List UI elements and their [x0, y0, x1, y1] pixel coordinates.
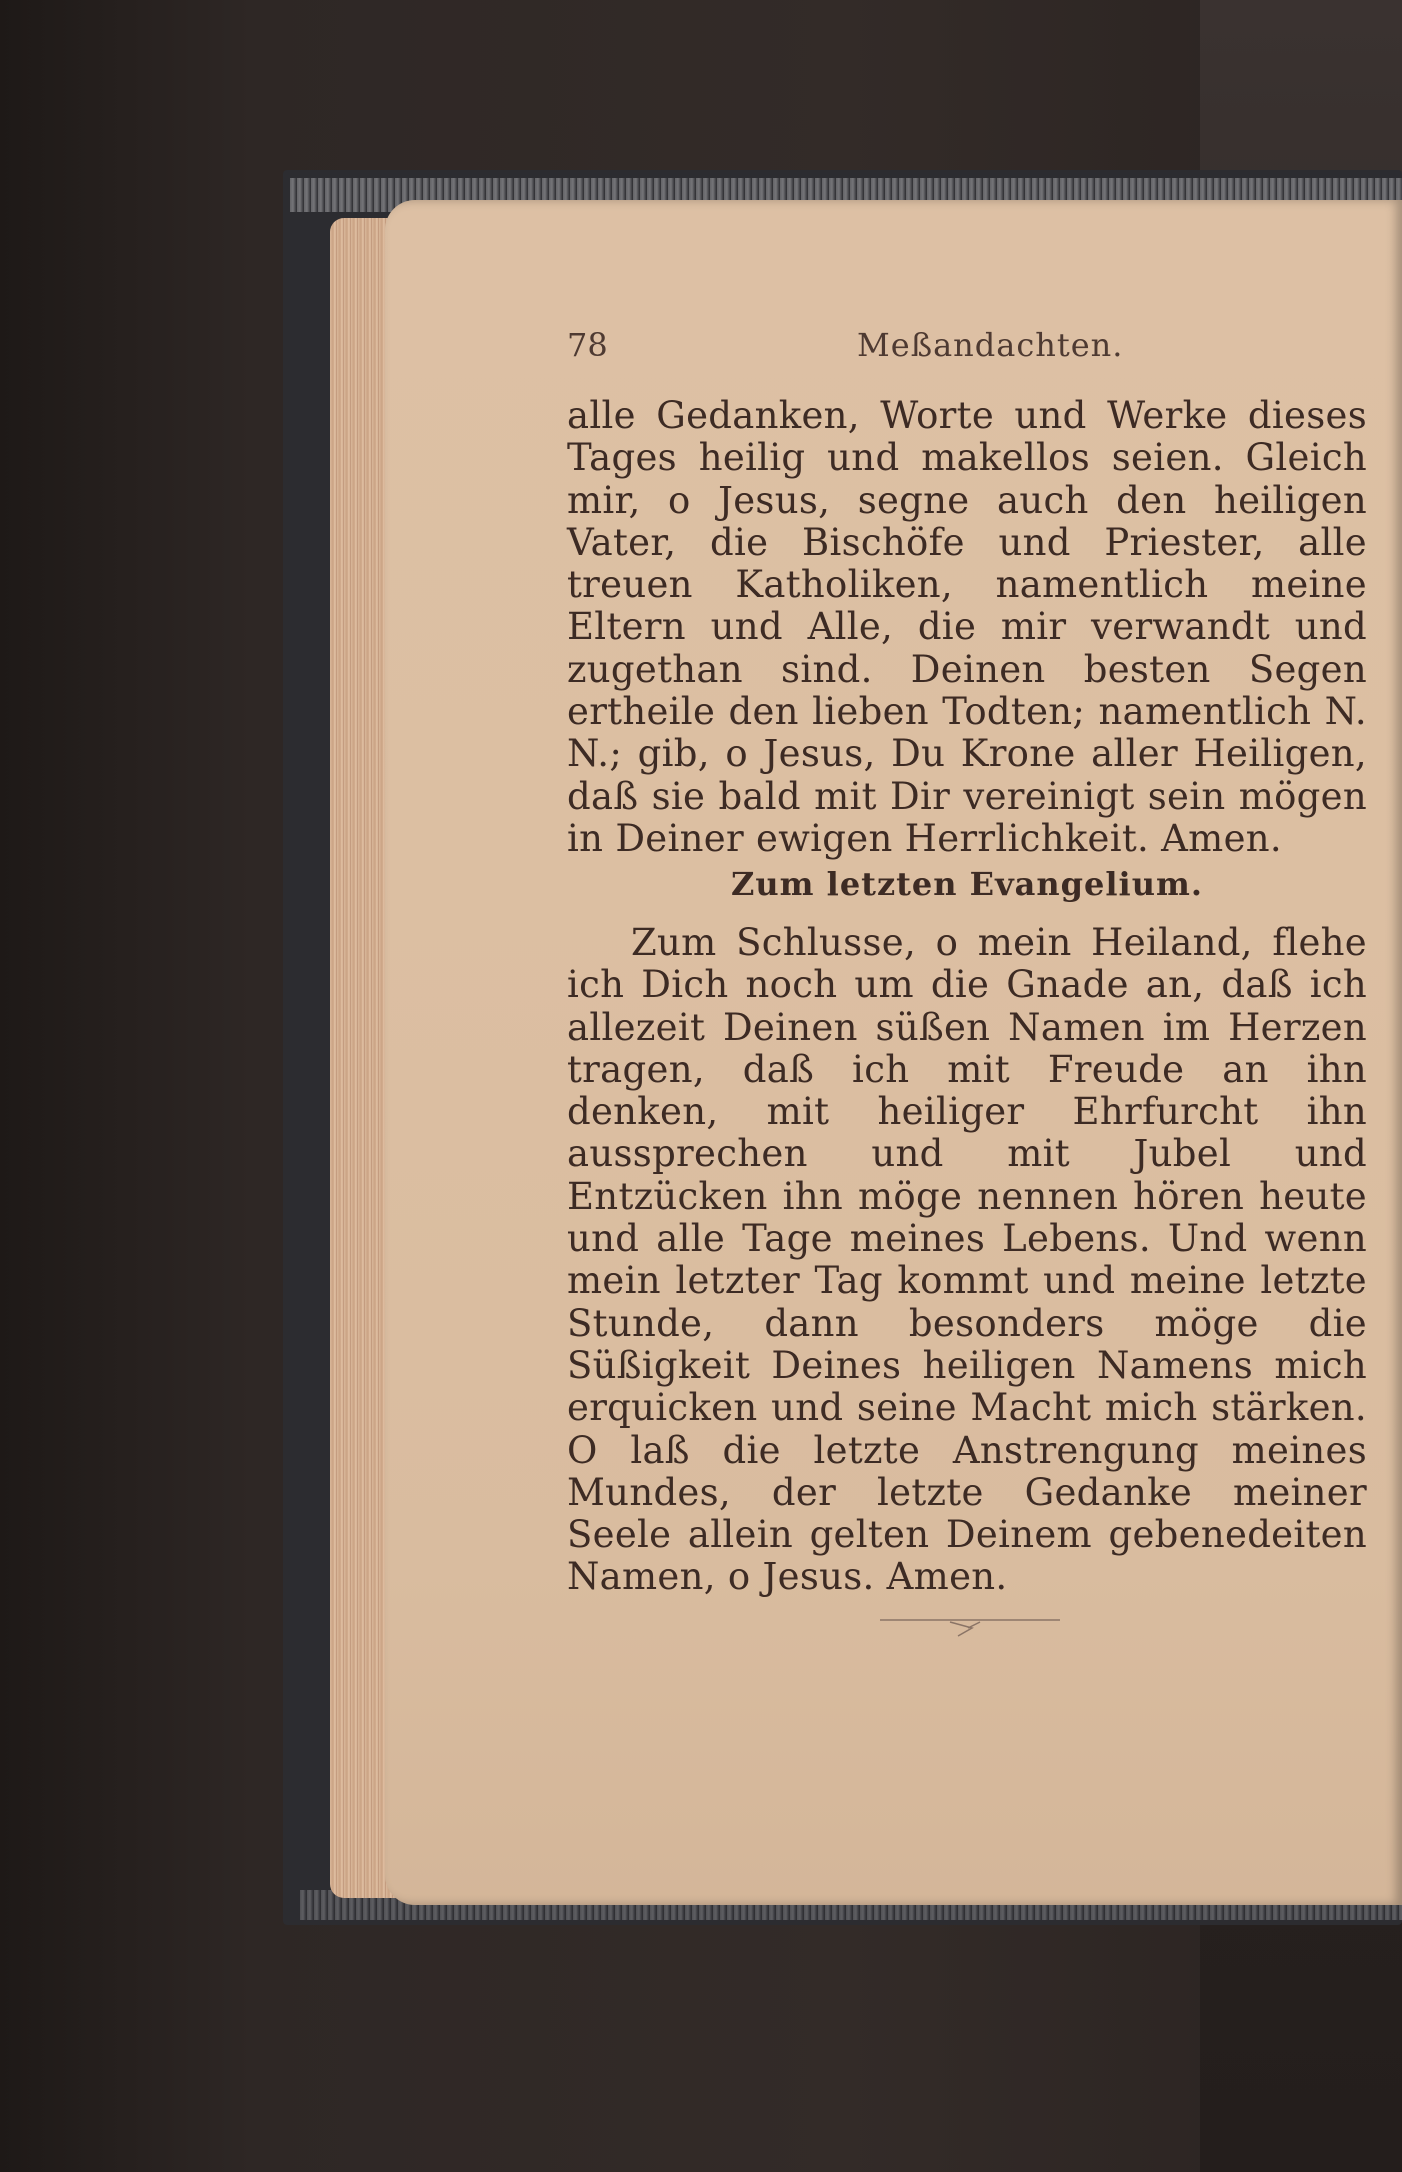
- paragraph-1: alle Gedanken, Worte und Werke dieses Tages heilig und makellos seien. Gleich mir, o Jesus, segne auch den heiligen Vater, die Bischöfe und Priester, alle treuen Katholiken, namentlich meine Eltern und Alle, die mir verwandt und zugethan sind. Deinen besten Segen ertheile den lieben Todten; namentlich N. N.; gib, o Jesus, Du Krone aller Heiligen, daß sie bald mit Dir vereinigt sein mögen in Deiner ewigen Herrlichkeit. Amen.: [567, 394, 1367, 860]
- page-number: 78: [567, 326, 608, 364]
- paragraph-2: Zum Schlusse, o mein Heiland, flehe ich Dich noch um die Gnade an, daß ich allezeit Deinen süßen Namen im Herzen tragen, daß ich mit Freude an ihn denken, mit heiliger Ehrfurcht ihn aussprechen und mit Jubel und Entzücken ihn möge nennen hören heute und alle Tage meines Lebens. Und wenn mein letzter Tag kommt und meine letzte Stunde, dann besonders möge die Süßigkeit Deines heiligen Namens mich erquicken und seine Macht mich stärken. O laß die letzte Anstrengung meines Mundes, der letzte Gedanke meiner Seele allein gelten Deinem gebenedeiten Namen, o Jesus. Amen.: [567, 921, 1367, 1599]
- page-header: [567, 326, 1367, 366]
- running-head: Meßandachten.: [857, 326, 1124, 364]
- ornament-icon: [880, 1612, 1060, 1642]
- section-heading: Zum letzten Evangelium.: [731, 865, 1203, 903]
